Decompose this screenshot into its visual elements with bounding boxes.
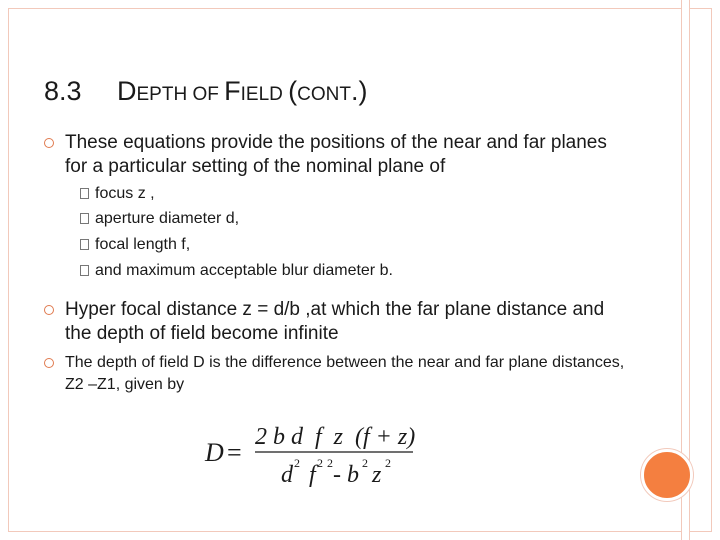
denominator-f: f [309,462,316,488]
title-paren: ( [288,76,298,106]
denominator-exp: 2 [362,456,368,470]
subitem-text: focus z , [95,185,155,202]
title-end: .) [350,76,368,106]
title-cap-d: D [117,76,137,106]
denominator-minus-b: - b [333,462,359,488]
denominator-exp: 2 [385,456,391,470]
subitem-text: aperture diameter d, [95,210,240,227]
denominator-exp: 2 [294,456,300,470]
title-sc-3: CONT [297,84,351,105]
title-number: 8.3 [44,76,82,106]
title-sc-1: EPTH OF [136,84,225,105]
bullet-text: These equations provide the positions of the near and far planes for a particular setting of the nominal plane of [65,132,607,177]
subitem-text: focal length f, [95,236,191,253]
equation-lhs: D [205,438,224,467]
subitem-text: and maximum acceptable blur diameter b. [95,262,393,279]
denominator-exp: 2 [327,456,333,470]
denominator-z: z [372,462,382,488]
denominator-exp: 2 [317,456,323,470]
bullet-text: Hyper focal distance z = d/b ,at which the far plane distance and the depth of field become infinite [65,299,605,344]
denominator-d: d [281,462,293,488]
title-cap-f: F [224,76,241,106]
bullet-text: The depth of field D is the difference between the near and far plane distances, Z2 –Z1, given by [65,354,625,393]
title-sc-2: IELD [240,84,289,105]
equation-numerator: 2 b d f z (f + z) [255,424,416,450]
equation-equals: = [227,438,242,467]
